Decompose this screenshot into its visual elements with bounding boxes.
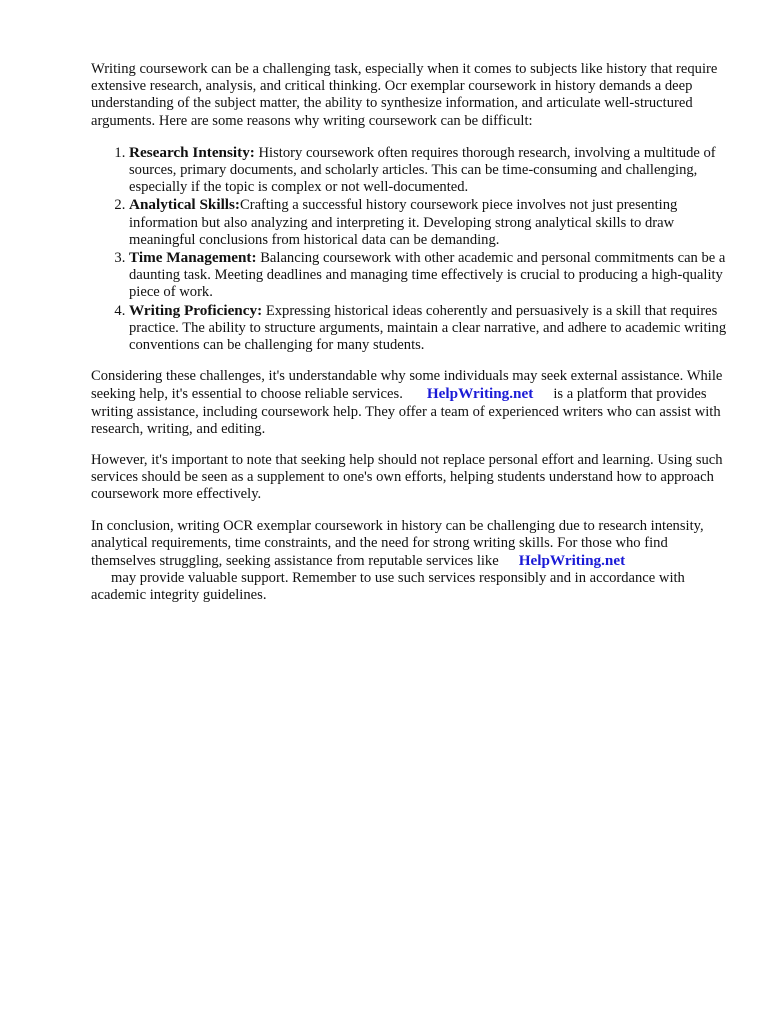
list-item [129, 144, 731, 197]
conclusion-text-after: may provide valuable support. Remember to use such services responsibly and in accordance with academic integrity guidelines. [91, 570, 685, 604]
list-item [129, 302, 731, 355]
reason-text: History coursework often requires thorough research, involving a multitude of sources, primary documents, and scholarly articles. This can be time-consuming and challenging, especially if the topic is complex or not well-documented. [129, 144, 716, 196]
reason-term: Writing Proficiency: [129, 301, 263, 319]
reasons-list [91, 144, 731, 354]
reason-text: Balancing coursework with other academic and personal commitments can be a daunting task. Meeting deadlines and managing time effectively is crucial to producing a high-quality piece of work. [129, 250, 726, 301]
list-item [129, 249, 731, 302]
document-page [91, 61, 731, 619]
assistance-text-after: is a platform that provides writing assistance, including coursework help. They offer a team of experienced writers who can assist with research, writing, and editing. [91, 386, 721, 437]
reason-term: Analytical Skills: [129, 196, 240, 214]
reason-term: Research Intensity: [129, 143, 255, 161]
helpwriting-link[interactable]: HelpWriting.net [426, 385, 534, 403]
reason-term: Time Management: [129, 249, 257, 267]
conclusion-text-before: In conclusion, writing OCR exemplar coursework in history can be challenging due to research intensity, analytical requirements, time constraints, and the need for strong writing skills. For those who find themselves struggling, seeking assistance from reputable services like [91, 517, 704, 570]
helpwriting-link[interactable]: HelpWriting.net [518, 552, 626, 570]
conclusion-paragraph [91, 518, 731, 605]
assistance-text-before: Considering these challenges, it's understandable why some individuals may seek external assistance. While seeking help, it's essential to choose reliable services. [91, 368, 723, 403]
assistance-paragraph [91, 368, 731, 438]
intro-paragraph: Writing coursework can be a challenging task, especially when it comes to subjects like history that require extensive research, analysis, and critical thinking. Ocr exemplar coursework in history demands a deep understanding of the subject matter, the ability to synthesize information, and articulate well-structured arguments. Here are some reasons why writing coursework can be difficult: [91, 61, 718, 129]
list-item [129, 196, 731, 249]
note-paragraph: However, it's important to note that seeking help should not replace personal effort and learning. Using such services should be seen as a supplement to one's own efforts, helping students understand how to approach coursework more effectively. [91, 452, 723, 503]
reason-text: Expressing historical ideas coherently and persuasively is a skill that requires practice. The ability to structure arguments, maintain a clear narrative, and adhere to academic writing conventions can be challenging for many students. [129, 302, 727, 354]
reason-text: Crafting a successful history coursework piece involves not just presenting information but also analyzing and interpreting it. Developing strong analytical skills to draw meaningful conclusions from historical data can be demanding. [129, 197, 678, 248]
